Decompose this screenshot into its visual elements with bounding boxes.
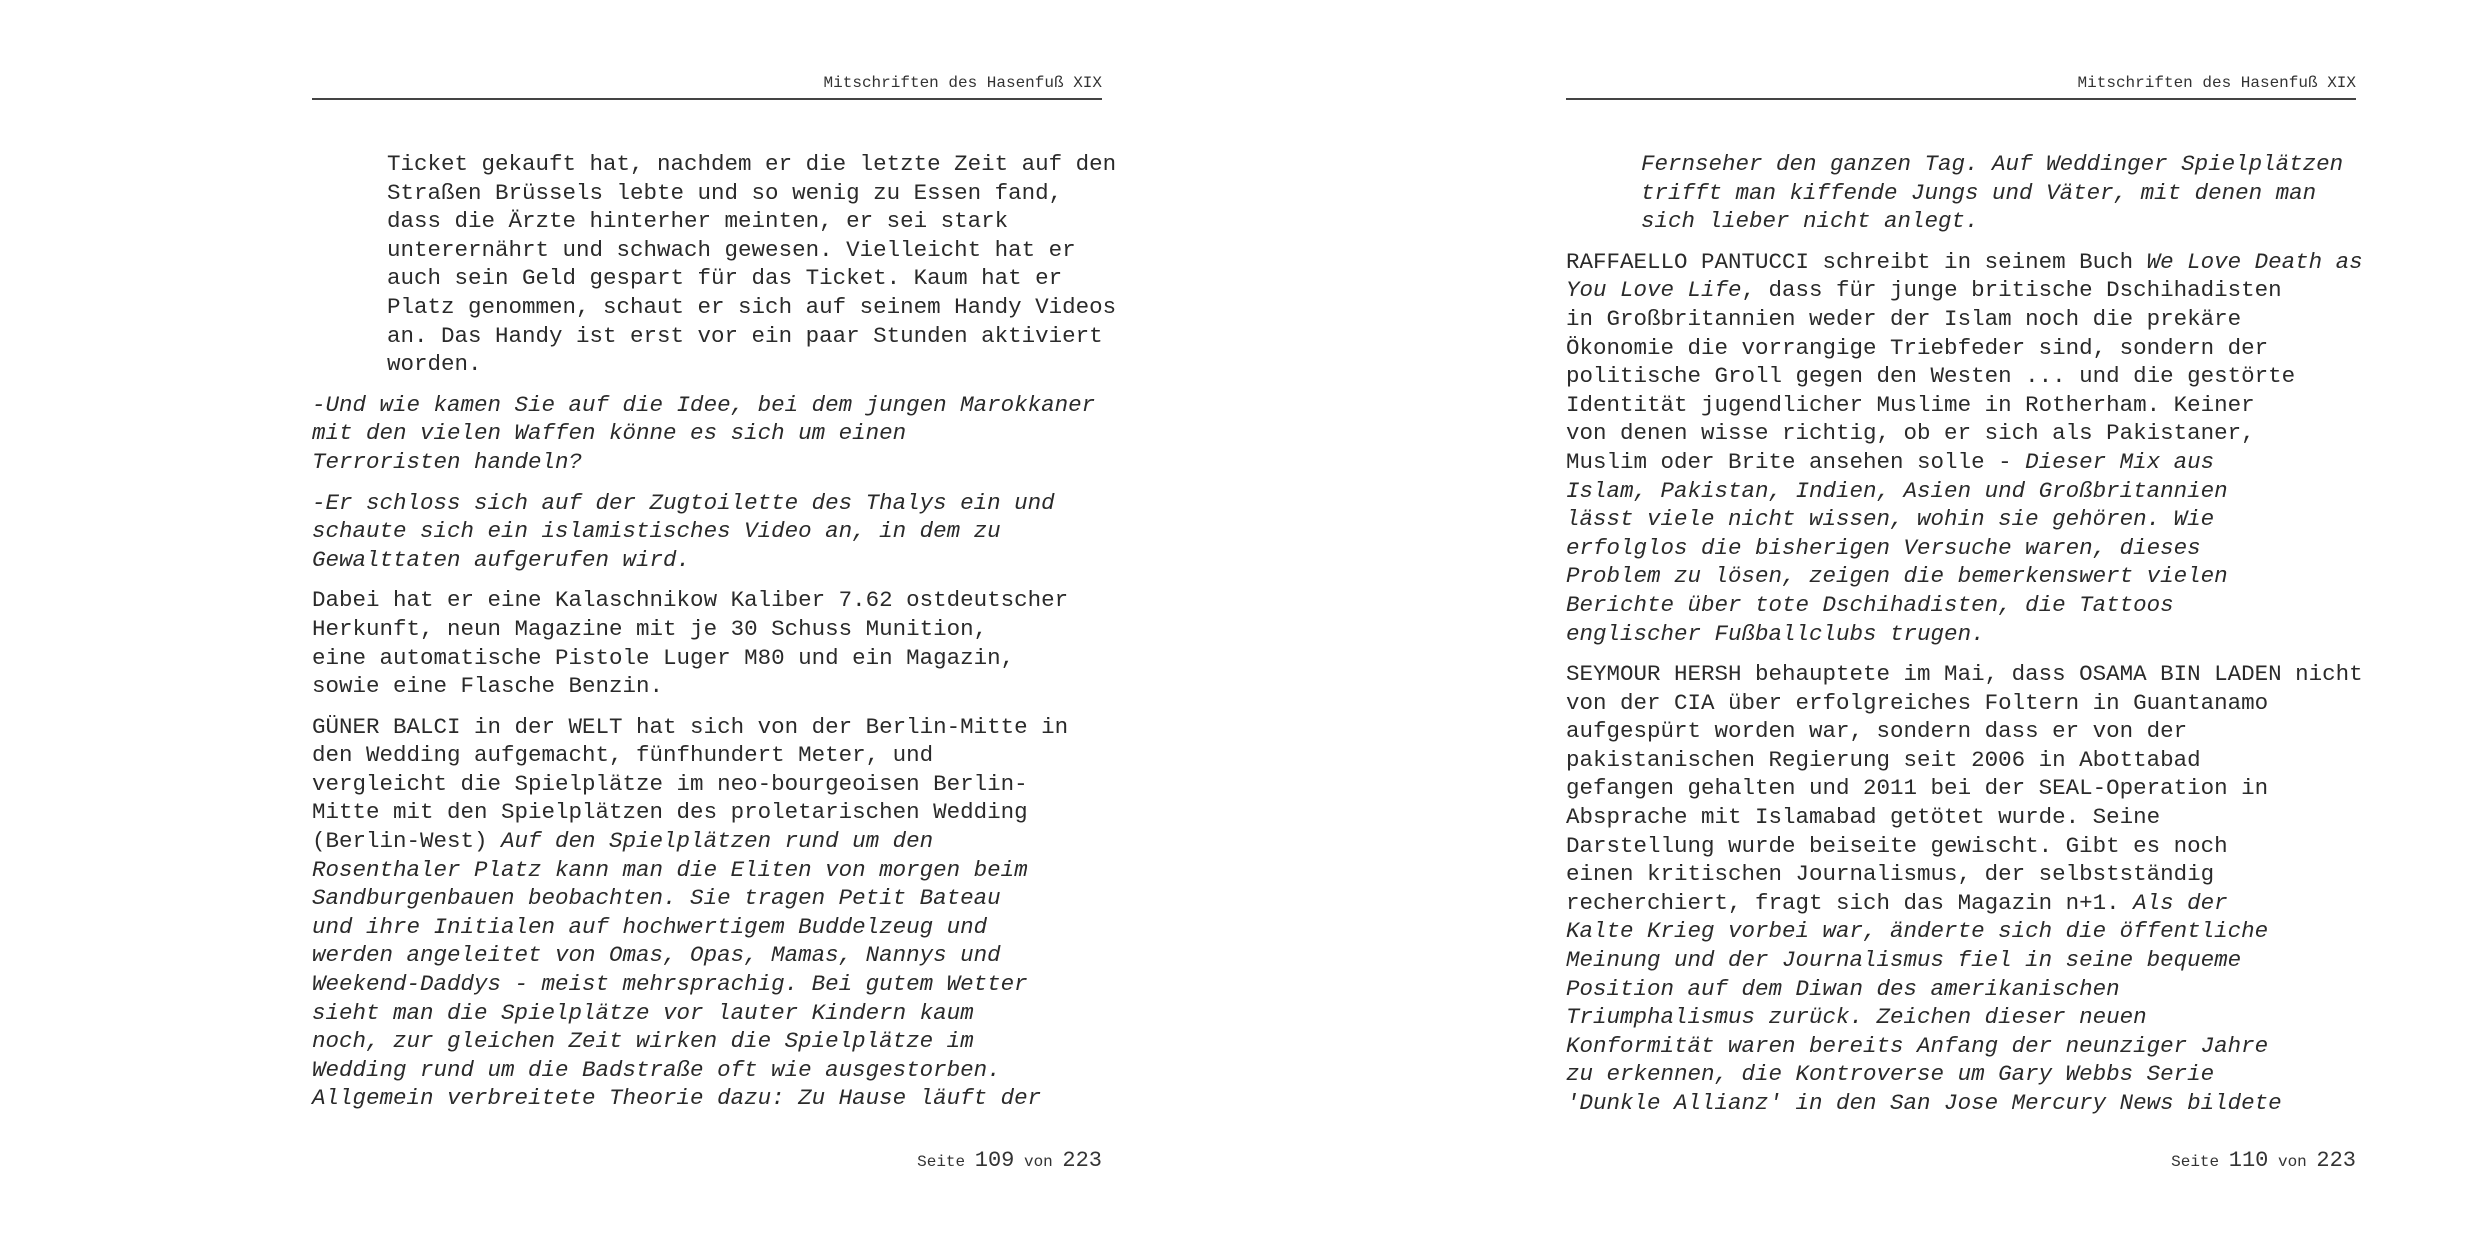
paragraph <box>312 391 1102 477</box>
text-line <box>1566 1032 2356 1061</box>
text-line <box>387 350 1102 379</box>
italic-text: Gewalttaten aufgerufen wird. <box>312 546 691 573</box>
italic-text: -Und wie kamen Sie auf die Idee, bei dem jungen Marokkaner <box>312 391 1096 418</box>
italic-text: Islam, Pakistan, Indien, Asien und Großbritannien <box>1566 477 2228 504</box>
italic-text: -Er schloss sich auf der Zugtoilette des Thalys ein und <box>312 489 1055 516</box>
text-line <box>312 615 1102 644</box>
text-run: Identität jugendlicher Muslime in Rotherham. Keiner <box>1566 391 2255 418</box>
text-run: Ticket gekauft hat, nachdem er die letzte Zeit auf den <box>387 151 1117 177</box>
italic-text: Wedding rund um die Badstraße oft wie ausgestorben. <box>312 1056 1001 1083</box>
italic-text: Triumphalismus zurück. Zeichen dieser neuen <box>1566 1004 2147 1031</box>
text-line <box>312 489 1102 518</box>
text-run: Darstellung wurde beiseite gewischt. Gibt es noch <box>1566 832 2228 859</box>
text-line <box>1566 860 2356 889</box>
text-line <box>1566 620 2356 649</box>
text-line <box>1566 803 2356 832</box>
text-line <box>312 419 1102 448</box>
text-line <box>312 999 1102 1028</box>
text-line <box>312 827 1102 856</box>
page-number: 110 <box>2228 1148 2269 1173</box>
text-line <box>312 1084 1102 1113</box>
text-run: einen kritischen Journalismus, der selbstständig <box>1566 861 2215 888</box>
text-run: unterernährt und schwach gewesen. Vielleicht hat er <box>387 236 1076 263</box>
italic-text: erfolglos die bisherigen Versuche waren, dieses <box>1566 534 2201 561</box>
text-line <box>1566 305 2356 334</box>
text-line <box>387 150 1117 179</box>
text-line <box>312 941 1102 970</box>
page-total: 223 <box>2316 1148 2356 1173</box>
italic-text: 'Dunkle Allianz' in den San Jose Mercury News bildete <box>1566 1090 2282 1116</box>
text-run: politische Groll gegen den Westen ... und die gestörte <box>1566 363 2296 390</box>
page-number: 109 <box>974 1148 1015 1173</box>
text-run: GÜNER BALCI in der WELT hat sich von der Berlin-Mitte in <box>312 713 1069 740</box>
right-page <box>1566 0 2363 1240</box>
text-run: auch sein Geld gespart für das Ticket. Kaum hat er <box>387 265 1063 292</box>
text-line <box>1566 1003 2356 1032</box>
italic-text: Allgemein verbreitete Theorie dazu: Zu Hause läuft der <box>312 1085 1042 1112</box>
text-line <box>1566 889 2356 918</box>
text-run: worden. <box>387 351 482 378</box>
text-run: vergleicht die Spielplätze im neo-bourgeoisen Berlin- <box>312 770 1028 797</box>
paragraph <box>312 489 1102 575</box>
text-line <box>312 1027 1102 1056</box>
text-line <box>312 884 1102 913</box>
text-run: gefangen gehalten und 2011 bei der SEAL-Operation in <box>1566 775 2269 802</box>
text-line <box>1566 362 2356 391</box>
italic-text: werden angeleitet von Omas, Opas, Mamas, Nannys und <box>312 942 1001 969</box>
running-header: Mitschriften des Hasenfuß XIX <box>1566 74 2356 100</box>
text-run: von denen wisse richtig, ob er sich als Pakistaner, <box>1566 420 2255 447</box>
text-line <box>1566 419 2356 448</box>
text-run: Dabei hat er eine Kalaschnikow Kaliber 7.62 ostdeutscher <box>312 587 1069 614</box>
text-line <box>387 207 1102 236</box>
text-line <box>387 264 1102 293</box>
text-line <box>1566 717 2356 746</box>
left-page <box>312 0 1117 1240</box>
text-run: dass die Ärzte hinterher meinten, er sei stark <box>387 208 1009 235</box>
paragraph <box>312 150 1117 379</box>
paragraph <box>1566 660 2363 1118</box>
italic-text: We Love Death as <box>2146 248 2363 275</box>
paragraph <box>312 713 1102 1113</box>
text-line <box>1566 448 2356 477</box>
text-line <box>312 517 1102 546</box>
paragraph <box>1566 248 2363 648</box>
text-run: Platz genommen, schaut er sich auf seinem Handy Videos <box>387 293 1117 320</box>
italic-text: trifft man kiffende Jungs und Väter, mit denen man <box>1641 179 2317 206</box>
text-line <box>312 770 1102 799</box>
text-run: an. Das Handy ist erst vor ein paar Stunden aktiviert <box>387 322 1103 349</box>
text-run: sowie eine Flasche Benzin. <box>312 673 664 700</box>
text-line <box>387 179 1102 208</box>
text-run: recherchiert, fragt sich das Magazin n+1. <box>1566 889 2134 916</box>
text-line <box>312 741 1102 770</box>
text-line <box>1566 917 2356 946</box>
text-line <box>312 546 1102 575</box>
text-line <box>1566 477 2356 506</box>
text-line <box>1641 150 2356 179</box>
running-header: Mitschriften des Hasenfuß XIX <box>312 74 1102 100</box>
paragraph <box>312 586 1102 700</box>
italic-text: Rosenthaler Platz kann man die Eliten von morgen beim <box>312 856 1028 883</box>
text-line <box>312 586 1102 615</box>
footer-word: Seite <box>917 1153 966 1171</box>
italic-text: Meinung und der Journalismus fiel in seine bequeme <box>1566 947 2242 974</box>
text-line <box>312 856 1102 885</box>
text-line <box>312 391 1102 420</box>
italic-text: Terroristen handeln? <box>312 448 583 475</box>
text-run: Ökonomie die vorrangige Triebfeder sind, sondern der <box>1566 334 2269 361</box>
text-line <box>1566 1060 2356 1089</box>
text-line <box>1641 179 2356 208</box>
text-line <box>1566 746 2356 775</box>
text-line <box>1566 248 2363 277</box>
text-line <box>312 970 1102 999</box>
text-line <box>387 293 1117 322</box>
text-run: in Großbritannien weder der Islam noch die prekäre <box>1566 305 2242 332</box>
page-total: 223 <box>1062 1148 1102 1173</box>
text-line <box>312 798 1102 827</box>
text-line <box>1566 505 2356 534</box>
italic-text: schaute sich ein islamistisches Video an, in dem zu <box>312 518 1001 545</box>
italic-text: zu erkennen, die Kontroverse um Gary Webbs Serie <box>1566 1061 2215 1088</box>
text-line <box>387 236 1102 265</box>
text-run: Mitte mit den Spielplätzen des proletarischen Wedding <box>312 799 1028 826</box>
italic-text: Berichte über tote Dschihadisten, die Tattoos <box>1566 591 2174 618</box>
text-line <box>1566 562 2356 591</box>
text-line <box>1641 207 2356 236</box>
text-line <box>312 713 1102 742</box>
italic-text: sieht man die Spielplätze vor lauter Kindern kaum <box>312 999 974 1026</box>
text-line <box>312 448 1102 477</box>
body-text <box>312 150 1117 1125</box>
italic-text: Kalte Krieg vorbei war, änderte sich die öffentliche <box>1566 918 2269 945</box>
page-footer <box>917 1148 1102 1173</box>
italic-text: Position auf dem Diwan des amerikanischen <box>1566 975 2120 1002</box>
italic-text: und ihre Initialen auf hochwertigem Buddelzeug und <box>312 913 988 940</box>
text-run: den Wedding aufgemacht, fünfhundert Meter, und <box>312 742 934 769</box>
text-line <box>1566 391 2356 420</box>
text-line <box>1566 276 2356 305</box>
page-footer <box>2171 1148 2356 1173</box>
text-line <box>1566 689 2356 718</box>
text-run: Straßen Brüssels lebte und so wenig zu Essen fand, <box>387 179 1063 206</box>
text-run: RAFFAELLO PANTUCCI schreibt in seinem Buch <box>1566 248 2147 275</box>
italic-text: Sandburgenbauen beobachten. Sie tragen Petit Bateau <box>312 885 1001 912</box>
text-run: pakistanischen Regierung seit 2006 in Abottabad <box>1566 746 2201 773</box>
italic-text: noch, zur gleichen Zeit wirken die Spielplätze im <box>312 1028 974 1055</box>
text-run: Absprache mit Islamabad getötet wurde. Seine <box>1566 804 2161 831</box>
text-run: Muslim oder Brite ansehen solle - <box>1566 448 2026 475</box>
text-run: aufgespürt worden war, sondern dass er von der <box>1566 718 2188 745</box>
italic-text: Auf den Spielplätzen rund um den <box>501 828 934 855</box>
italic-text: Konformität waren bereits Anfang der neunziger Jahre <box>1566 1032 2269 1059</box>
text-line <box>312 672 1102 701</box>
text-line <box>1566 832 2356 861</box>
footer-of: von <box>1023 1153 1053 1171</box>
text-line <box>1566 334 2356 363</box>
text-line <box>1566 1089 2356 1118</box>
text-line <box>312 913 1102 942</box>
italic-text: Dieser Mix aus <box>2025 448 2215 475</box>
text-line <box>1566 975 2356 1004</box>
text-line <box>1566 774 2356 803</box>
footer-word: Seite <box>2171 1153 2220 1171</box>
text-run: SEYMOUR HERSH behauptete im Mai, dass OSAMA BIN LADEN nicht <box>1566 661 2363 688</box>
italic-text: englischer Fußballclubs trugen. <box>1566 620 1985 647</box>
italic-text: Weekend-Daddys - meist mehrsprachig. Bei gutem Wetter <box>312 971 1028 998</box>
italic-text: You Love Life <box>1566 277 1742 304</box>
text-run: (Berlin-West) <box>312 828 502 855</box>
text-line <box>387 322 1102 351</box>
text-run: von der CIA über erfolgreiches Foltern in Guantanamo <box>1566 689 2269 716</box>
text-line <box>312 1056 1102 1085</box>
text-run: Herkunft, neun Magazine mit je 30 Schuss Munition, <box>312 615 988 642</box>
paragraph <box>1566 150 2356 236</box>
text-line <box>1566 591 2356 620</box>
italic-text: Problem zu lösen, zeigen die bemerkenswert vielen <box>1566 563 2228 590</box>
text-run: eine automatische Pistole Luger M80 und ein Magazin, <box>312 644 1015 671</box>
footer-of: von <box>2277 1153 2307 1171</box>
body-text <box>1566 150 2363 1130</box>
text-run: , dass für junge britische Dschihadisten <box>1741 277 2282 304</box>
text-line <box>1566 946 2356 975</box>
italic-text: sich lieber nicht anlegt. <box>1641 208 1979 235</box>
text-line <box>1566 534 2356 563</box>
text-line <box>312 644 1102 673</box>
text-line <box>1566 660 2363 689</box>
italic-text: Fernseher den ganzen Tag. Auf Weddinger Spielplätzen <box>1641 151 2344 177</box>
italic-text: lässt viele nicht wissen, wohin sie gehören. Wie <box>1566 506 2215 533</box>
italic-text: mit den vielen Waffen könne es sich um einen <box>312 420 907 447</box>
italic-text: Als der <box>2133 889 2228 916</box>
